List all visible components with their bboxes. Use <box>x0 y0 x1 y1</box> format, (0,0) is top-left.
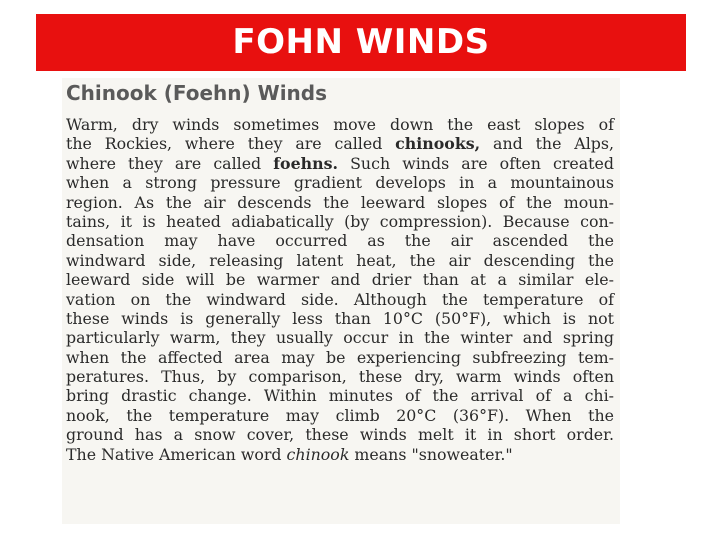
body-line <box>66 173 614 192</box>
body-text: means "snoweater." <box>349 444 513 464</box>
body-line <box>66 115 614 134</box>
body-line <box>66 154 614 173</box>
body-text: where they are called <box>66 153 274 173</box>
textbook-excerpt <box>62 78 620 524</box>
body-line <box>66 270 614 289</box>
body-text: vation on the windward side. Although the temperature of <box>66 289 614 309</box>
body-text: The Native American word <box>66 444 287 464</box>
body-line <box>66 386 614 405</box>
bold-term: chinooks, <box>395 134 481 154</box>
body-text: these winds is generally less than 10°C (50°F), which is not <box>66 308 614 328</box>
body-text: leeward side will be warmer and drier than at a similar ele- <box>66 270 614 290</box>
excerpt-body <box>66 115 614 464</box>
body-line <box>66 348 614 367</box>
body-line <box>66 193 614 212</box>
bold-term: foehns. <box>273 153 339 173</box>
body-text: peratures. Thus, by comparison, these dry, warm winds often <box>66 367 614 387</box>
body-text: Such winds are often created <box>338 153 614 173</box>
body-line <box>66 134 614 153</box>
slide-title: FOHN WINDS <box>232 22 490 62</box>
body-text: when the affected area may be experiencing subfreezing tem- <box>66 347 614 367</box>
body-line <box>66 251 614 270</box>
body-text: tains, it is heated adiabatically (by compression). Because con- <box>66 211 614 231</box>
body-text: ground has a snow cover, these winds melt it in short order. <box>66 425 614 445</box>
excerpt-heading: Chinook (Foehn) Winds <box>66 81 328 105</box>
body-line <box>66 328 614 347</box>
title-bar <box>36 14 686 71</box>
body-text: and the Alps, <box>480 134 614 154</box>
body-line <box>66 406 614 425</box>
body-text: windward side, releasing latent heat, the air descending the <box>66 250 614 270</box>
body-text: the Rockies, where they are called <box>66 134 396 154</box>
body-line <box>66 425 614 444</box>
body-text: nook, the temperature may climb 20°C (36°F). When the <box>66 405 614 425</box>
body-line <box>66 212 614 231</box>
body-text: region. As the air descends the leeward slopes of the moun- <box>66 192 614 212</box>
body-line <box>66 367 614 386</box>
body-text: bring drastic change. Within minutes of the arrival of a chi- <box>66 386 614 406</box>
body-line <box>66 445 614 464</box>
body-text: Warm, dry winds sometimes move down the east slopes of <box>66 115 614 134</box>
body-text: densation may have occurred as the air ascended the <box>66 231 614 251</box>
body-text: when a strong pressure gradient develops in a mountainous <box>66 173 614 193</box>
body-line <box>66 309 614 328</box>
body-text: particularly warm, they usually occur in the winter and spring <box>66 328 614 348</box>
body-line <box>66 231 614 250</box>
italic-term: chinook <box>286 444 350 464</box>
body-line <box>66 290 614 309</box>
